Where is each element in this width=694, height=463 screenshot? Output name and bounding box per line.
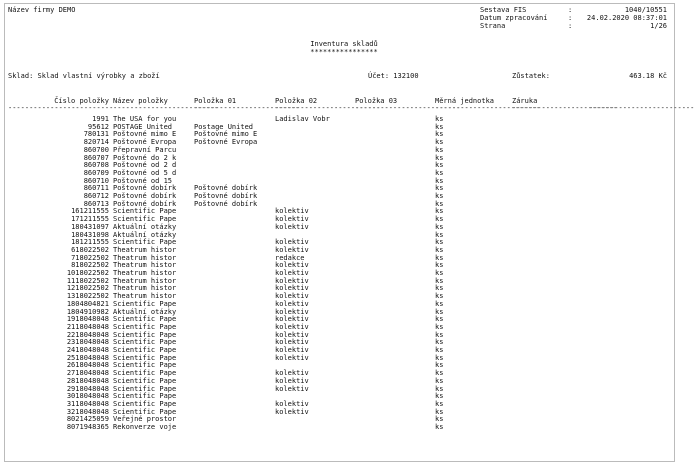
item-unit: ks xyxy=(435,376,444,385)
item-unit: ks xyxy=(435,215,444,224)
item-field-02: kolektiv xyxy=(275,261,309,270)
item-unit: ks xyxy=(435,230,444,239)
item-field-02: kolektiv xyxy=(275,215,309,224)
account-label: Účet: 132100 xyxy=(368,72,419,80)
item-unit: ks xyxy=(435,269,444,277)
item-name: Aktuální otázky xyxy=(113,230,177,239)
item-name: Scientific Pape xyxy=(113,399,177,408)
item-unit: ks xyxy=(435,292,444,301)
item-unit: ks xyxy=(435,199,444,208)
item-number: 8021425059 xyxy=(66,415,109,424)
item-number: 860700 xyxy=(83,145,109,154)
item-unit: ks xyxy=(435,168,444,177)
header-rule-unit: ------------------------- xyxy=(435,104,541,112)
column-header-item01: Položka 01 xyxy=(194,97,237,105)
item-field-02: kolektiv xyxy=(275,399,309,408)
item-name: Scientific Pape xyxy=(113,361,177,370)
item-number: 2218048048 xyxy=(66,330,109,339)
item-field-01: Poštovné dobírk xyxy=(194,199,258,208)
item-name: Poštovné dobírk xyxy=(113,199,177,208)
item-unit: ks xyxy=(435,299,444,308)
item-number: 860712 xyxy=(83,192,109,200)
item-unit: ks xyxy=(435,153,444,162)
item-number: 3218048048 xyxy=(66,407,109,416)
item-name: Scientific Pape xyxy=(113,392,177,401)
item-number: 718022502 xyxy=(71,253,109,262)
item-number: 1804804821 xyxy=(66,299,109,308)
item-name: Scientific Pape xyxy=(113,207,177,216)
item-unit: ks xyxy=(435,399,444,408)
item-field-02: kolektiv xyxy=(275,407,309,416)
item-number: 1804910982 xyxy=(66,307,109,316)
item-name: Poštovné Evropa xyxy=(113,138,177,147)
item-name: Theatrum histor xyxy=(113,245,177,254)
item-name: Poštovné mimo E xyxy=(113,130,177,139)
item-name: Aktuální otázky xyxy=(113,222,177,231)
item-field-01: Poštovné mimo E xyxy=(194,130,258,139)
meta-value-date: 24.02.2020 08:37:01 xyxy=(586,14,667,22)
item-number: 860711 xyxy=(83,184,109,193)
item-number: 2318048048 xyxy=(66,338,109,347)
item-field-02: kolektiv xyxy=(275,315,309,324)
header-rule-warranty: ------------------------- xyxy=(512,104,618,112)
warehouse-label: Sklad: Sklad vlastní výrobky a zboží xyxy=(8,72,160,80)
item-name: The USA for you xyxy=(113,115,177,123)
item-unit: ks xyxy=(435,361,444,370)
item-unit: ks xyxy=(435,138,444,147)
item-number: 1018022502 xyxy=(66,269,109,277)
item-unit: ks xyxy=(435,338,444,347)
item-unit: ks xyxy=(435,207,444,216)
item-name: Scientific Pape xyxy=(113,407,177,416)
item-unit: ks xyxy=(435,145,444,154)
item-name: Scientific Pape xyxy=(113,369,177,378)
meta-colon-date: : xyxy=(568,14,573,22)
item-name: Scientific Pape xyxy=(113,346,177,354)
item-field-02: kolektiv xyxy=(275,207,309,216)
item-unit: ks xyxy=(435,330,444,339)
item-number: 1991 xyxy=(92,115,109,123)
item-unit: ks xyxy=(435,423,444,431)
item-field-02: kolektiv xyxy=(275,276,309,285)
item-number: 2618048048 xyxy=(66,361,109,370)
item-unit: ks xyxy=(435,315,444,324)
header-rule-number: ------------------------- xyxy=(8,104,114,112)
header-rule-item03: ------------------------- xyxy=(355,104,461,112)
item-unit: ks xyxy=(435,322,444,331)
item-number: 1218022502 xyxy=(66,284,109,293)
item-unit: ks xyxy=(435,284,444,293)
item-number: 1318022502 xyxy=(66,292,109,301)
item-number: 8071948365 xyxy=(66,423,109,431)
item-field-02: kolektiv xyxy=(275,222,309,231)
item-unit: ks xyxy=(435,346,444,354)
item-field-02: kolektiv xyxy=(275,353,309,362)
item-unit: ks xyxy=(435,276,444,285)
item-number: 860707 xyxy=(83,153,109,162)
column-header-number: Číslo položky xyxy=(54,97,109,105)
header-rule-extra: ------------------------- xyxy=(589,104,694,112)
item-field-02: kolektiv xyxy=(275,245,309,254)
item-name: Aktuální otázky xyxy=(113,307,177,316)
item-name: Poštovné dobírk xyxy=(113,184,177,193)
item-unit: ks xyxy=(435,353,444,362)
item-number: 95612 xyxy=(87,122,109,131)
item-number: 818022502 xyxy=(71,261,109,270)
item-unit: ks xyxy=(435,245,444,254)
meta-label-date: Datum zpracování xyxy=(480,14,548,22)
meta-value-page: 1/26 xyxy=(650,22,667,30)
item-number: 2518048048 xyxy=(66,353,109,362)
item-field-01: Postage United xyxy=(194,122,254,131)
item-name: Poštovné od 5 d xyxy=(113,168,177,177)
item-unit: ks xyxy=(435,176,444,185)
column-header-warranty: Záruka xyxy=(512,97,538,105)
item-number: 1918048048 xyxy=(66,315,109,324)
item-name: Scientific Pape xyxy=(113,322,177,331)
item-name: Veřejné prostor xyxy=(113,415,177,424)
item-name: Scientific Pape xyxy=(113,384,177,393)
table-row xyxy=(0,423,680,431)
item-number: 1118022502 xyxy=(66,276,109,285)
column-header-unit: Měrná jednotka xyxy=(435,97,495,105)
item-field-02: kolektiv xyxy=(275,292,309,301)
item-number: 181211555 xyxy=(71,238,109,247)
item-field-02: kolektiv xyxy=(275,238,309,247)
item-number: 2918048048 xyxy=(66,384,109,393)
header-rule-name: ------------------------- xyxy=(113,104,219,112)
item-field-02: kolektiv xyxy=(275,299,309,308)
item-name: Scientific Pape xyxy=(113,376,177,385)
item-name: Scientific Pape xyxy=(113,338,177,347)
item-name: Scientific Pape xyxy=(113,238,177,247)
item-number: 180431097 xyxy=(71,222,109,231)
item-field-01: Poštovné dobírk xyxy=(194,192,258,200)
item-unit: ks xyxy=(435,238,444,247)
item-unit: ks xyxy=(435,369,444,378)
item-number: 860709 xyxy=(83,168,109,177)
item-number: 180431098 xyxy=(71,230,109,239)
item-unit: ks xyxy=(435,122,444,131)
meta-colon-report: : xyxy=(568,6,573,14)
item-field-02: kolektiv xyxy=(275,330,309,339)
item-unit: ks xyxy=(435,184,444,193)
item-name: Přepravní Parcu xyxy=(113,145,177,154)
item-number: 171211555 xyxy=(71,215,109,224)
item-name: Scientific Pape xyxy=(113,315,177,324)
item-number: 780131 xyxy=(83,130,109,139)
item-unit: ks xyxy=(435,415,444,424)
item-unit: ks xyxy=(435,161,444,170)
item-name: Theatrum histor xyxy=(113,261,177,270)
balance-value: 463.18 Kč xyxy=(629,72,667,80)
item-name: POSTAGE United xyxy=(113,122,173,131)
item-unit: ks xyxy=(435,307,444,316)
item-field-02: kolektiv xyxy=(275,384,309,393)
item-field-02: kolektiv xyxy=(275,369,309,378)
item-number: 618022502 xyxy=(71,245,109,254)
meta-colon-page: : xyxy=(568,22,573,30)
meta-label-page: Strana xyxy=(480,22,506,30)
item-field-01: Poštovné Evropa xyxy=(194,138,258,147)
meta-value-report: 1040/10551 xyxy=(624,6,667,14)
item-field-02: Ladislav Vobr xyxy=(275,115,330,123)
item-unit: ks xyxy=(435,407,444,416)
item-name: Rekonverze voje xyxy=(113,423,177,431)
item-number: 2418048048 xyxy=(66,346,109,354)
item-field-02: kolektiv xyxy=(275,307,309,316)
header-rule-item01: ------------------------- xyxy=(194,104,300,112)
item-unit: ks xyxy=(435,253,444,262)
header-rule-item02: ------------------------- xyxy=(275,104,381,112)
item-field-02: kolektiv xyxy=(275,322,309,331)
balance-label: Zůstatek: xyxy=(512,72,550,80)
company-name: Název firmy DEMO xyxy=(8,6,76,14)
report-title-underline: **************** xyxy=(310,48,378,56)
column-header-item03: Položka 03 xyxy=(355,97,398,105)
item-name: Poštovné od 15 xyxy=(113,176,173,185)
item-number: 820714 xyxy=(83,138,109,147)
item-name: Theatrum histor xyxy=(113,284,177,293)
item-name: Poštovné do 2 k xyxy=(113,153,177,162)
item-unit: ks xyxy=(435,192,444,200)
column-header-name: Název položky xyxy=(113,97,168,105)
item-number: 860713 xyxy=(83,199,109,208)
item-number: 3118048048 xyxy=(66,399,109,408)
item-unit: ks xyxy=(435,392,444,401)
item-field-02: kolektiv xyxy=(275,338,309,347)
item-field-02: kolektiv xyxy=(275,269,309,277)
item-name: Theatrum histor xyxy=(113,253,177,262)
item-unit: ks xyxy=(435,115,444,123)
item-number: 161211555 xyxy=(71,207,109,216)
item-unit: ks xyxy=(435,130,444,139)
item-field-02: kolektiv xyxy=(275,376,309,385)
item-number: 860708 xyxy=(83,161,109,170)
meta-label-report: Sestava FIS xyxy=(480,6,527,14)
item-name: Theatrum histor xyxy=(113,292,177,301)
item-number: 2118048048 xyxy=(66,322,109,331)
item-number: 2718048048 xyxy=(66,369,109,378)
item-name: Theatrum histor xyxy=(113,269,177,277)
column-header-item02: Položka 02 xyxy=(275,97,318,105)
item-number: 860710 xyxy=(83,176,109,185)
item-name: Scientific Pape xyxy=(113,330,177,339)
item-field-02: kolektiv xyxy=(275,346,309,354)
item-name: Scientific Pape xyxy=(113,353,177,362)
item-number: 3018048048 xyxy=(66,392,109,401)
report-title: Inventura skladů xyxy=(310,40,378,48)
item-name: Theatrum histor xyxy=(113,276,177,285)
item-unit: ks xyxy=(435,261,444,270)
item-name: Scientific Pape xyxy=(113,215,177,224)
item-unit: ks xyxy=(435,384,444,393)
item-field-02: redakce xyxy=(275,253,305,262)
item-field-01: Poštovné dobírk xyxy=(194,184,258,193)
item-unit: ks xyxy=(435,222,444,231)
item-name: Poštovné od 2 d xyxy=(113,161,177,170)
item-field-02: kolektiv xyxy=(275,284,309,293)
item-name: Poštovné dobírk xyxy=(113,192,177,200)
item-number: 2818048048 xyxy=(66,376,109,385)
item-name: Scientific Pape xyxy=(113,299,177,308)
